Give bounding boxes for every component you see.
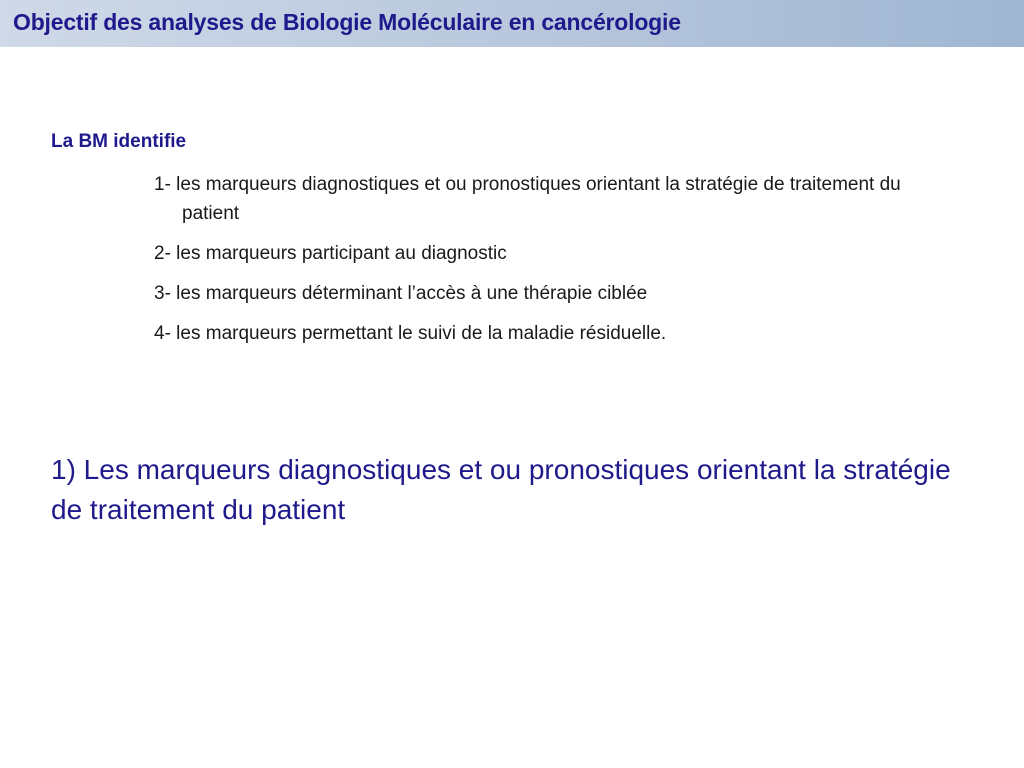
list-item: 4- les marqueurs permettant le suivi de la maladie résiduelle. (154, 323, 667, 344)
marker-list (154, 170, 954, 359)
list-item: 1- les marqueurs diagnostiques et ou pronostiques orientant la stratégie de traitement du patient (154, 174, 901, 224)
slide-title: Objectif des analyses de Biologie Moléculaire en cancérologie (13, 9, 681, 35)
list-item: 2- les marqueurs participant au diagnostic (154, 243, 507, 264)
subheading: La BM identifie (51, 131, 187, 152)
section-heading: 1) Les marqueurs diagnostiques et ou pronostiques orientant la stratégie de traitement du patient (51, 454, 951, 525)
list-item: 3- les marqueurs déterminant l’accès à une thérapie ciblée (154, 283, 648, 304)
title-bar (0, 0, 1024, 47)
